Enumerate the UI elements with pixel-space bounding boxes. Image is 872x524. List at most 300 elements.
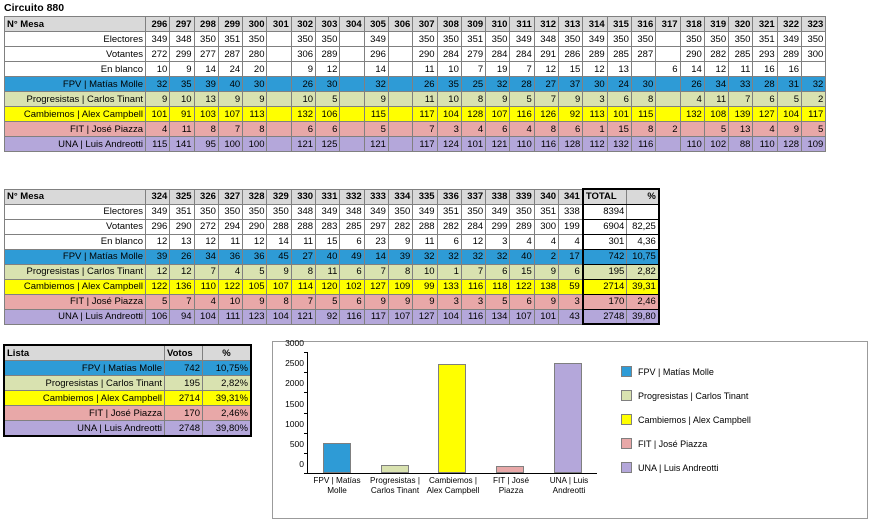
table-cell: 117 bbox=[413, 137, 437, 152]
table-cell: 107 bbox=[267, 279, 291, 294]
table-cell: 7 bbox=[461, 264, 485, 279]
table-cell: 6 bbox=[656, 62, 680, 77]
x-tick-labels bbox=[308, 476, 598, 496]
row-label: Progresistas | Carlos Tinant bbox=[5, 264, 146, 279]
column-header: 341 bbox=[559, 189, 583, 204]
table-cell: 104 bbox=[194, 309, 218, 324]
table-cell: 5 bbox=[146, 294, 170, 309]
table-cell: 14 bbox=[194, 62, 218, 77]
table-cell: 103 bbox=[194, 107, 218, 122]
table-cell: 33 bbox=[729, 77, 753, 92]
table-cell: 26 bbox=[291, 77, 315, 92]
table-cell: 12 bbox=[534, 62, 558, 77]
table-cell: 350 bbox=[510, 204, 534, 219]
table-cell: 6 bbox=[486, 122, 510, 137]
column-header: 307 bbox=[413, 17, 437, 32]
legend-swatch bbox=[621, 390, 632, 401]
table-cell: 6 bbox=[753, 92, 777, 107]
column-header: 297 bbox=[170, 17, 194, 32]
table-cell: 10 bbox=[291, 92, 315, 107]
table-cell bbox=[388, 122, 412, 137]
table-cell: 121 bbox=[291, 309, 315, 324]
table-cell: 9 bbox=[559, 92, 583, 107]
table-cell: 110 bbox=[194, 279, 218, 294]
table-cell bbox=[656, 92, 680, 107]
table-cell: 349 bbox=[146, 204, 170, 219]
table-cell bbox=[802, 62, 826, 77]
table-cell bbox=[267, 32, 291, 47]
table-cell bbox=[656, 107, 680, 122]
table-cell: 122 bbox=[510, 279, 534, 294]
table-cell: 349 bbox=[583, 32, 607, 47]
table-cell: 17 bbox=[559, 249, 583, 264]
table-cell: 288 bbox=[267, 219, 291, 234]
table-cell: 136 bbox=[170, 279, 194, 294]
table-cell: 296 bbox=[364, 47, 388, 62]
table-cell bbox=[388, 62, 412, 77]
x-tick-label: FPV | Matías Molle bbox=[313, 476, 361, 495]
table-cell: 293 bbox=[753, 47, 777, 62]
table-cell: 26 bbox=[170, 249, 194, 264]
column-header: 299 bbox=[218, 17, 242, 32]
column-header: 313 bbox=[559, 17, 583, 32]
column-header: 329 bbox=[267, 189, 291, 204]
legend-label: UNA | Luis Andreotti bbox=[638, 462, 719, 473]
table-cell bbox=[267, 92, 291, 107]
table-cell: 5 bbox=[243, 264, 267, 279]
table-cell: 5 bbox=[316, 294, 340, 309]
table-cell: 350 bbox=[559, 32, 583, 47]
table-cell: 289 bbox=[510, 219, 534, 234]
table-cell: 117 bbox=[802, 107, 826, 122]
table-cell: 301 bbox=[583, 234, 627, 249]
table-cell: 116 bbox=[340, 309, 364, 324]
table-cell bbox=[388, 107, 412, 122]
table-cell: 132 bbox=[607, 137, 631, 152]
percent-cell: 2,46% bbox=[203, 406, 251, 421]
table-cell: 350 bbox=[461, 204, 485, 219]
table-cell: 7 bbox=[291, 294, 315, 309]
table-cell: 139 bbox=[729, 107, 753, 122]
table-cell bbox=[388, 137, 412, 152]
table-cell: 348 bbox=[534, 32, 558, 47]
table-cell: 284 bbox=[437, 47, 461, 62]
table-cell: 12 bbox=[146, 264, 170, 279]
table-cell: 350 bbox=[218, 204, 242, 219]
chart-bar-cell bbox=[481, 352, 539, 473]
column-header: 317 bbox=[656, 17, 680, 32]
table-cell bbox=[267, 62, 291, 77]
table-cell: 34 bbox=[194, 249, 218, 264]
column-header-mesa: N° Mesa bbox=[5, 189, 146, 204]
table-cell: 117 bbox=[413, 107, 437, 122]
table-cell: 1 bbox=[437, 264, 461, 279]
table-cell: 121 bbox=[486, 137, 510, 152]
table-cell: 277 bbox=[194, 47, 218, 62]
column-header: 310 bbox=[486, 17, 510, 32]
table-cell: 7 bbox=[729, 92, 753, 107]
table-cell: 59 bbox=[559, 279, 583, 294]
y-tick-label: 1500 bbox=[285, 398, 304, 409]
table-cell: 5 bbox=[316, 92, 340, 107]
table-cell: 9 bbox=[777, 122, 801, 137]
legend-label: FPV | Matías Molle bbox=[638, 366, 714, 377]
table-cell: 4 bbox=[559, 234, 583, 249]
table-cell: 121 bbox=[291, 137, 315, 152]
table-cell: 110 bbox=[753, 137, 777, 152]
y-tick-label: 1000 bbox=[285, 418, 304, 429]
column-header: 306 bbox=[388, 17, 412, 32]
table-cell: 120 bbox=[316, 279, 340, 294]
table-cell bbox=[656, 137, 680, 152]
table-cell: 350 bbox=[291, 32, 315, 47]
table-cell bbox=[340, 92, 364, 107]
row-label: UNA | Luis Andreotti bbox=[5, 137, 146, 152]
table-cell: 20 bbox=[243, 62, 267, 77]
table-cell bbox=[656, 32, 680, 47]
table-cell: 11 bbox=[316, 264, 340, 279]
table-cell: 9 bbox=[291, 62, 315, 77]
column-header: 340 bbox=[534, 189, 558, 204]
table-cell: 8 bbox=[194, 122, 218, 137]
legend-label: Progresistas | Carlos Tinant bbox=[638, 390, 749, 401]
table-row bbox=[5, 77, 826, 92]
table-cell: 289 bbox=[777, 47, 801, 62]
table-cell: 6 bbox=[486, 264, 510, 279]
chart-bar-cell bbox=[366, 352, 424, 473]
table-cell: 101 bbox=[607, 107, 631, 122]
table-cell: 107 bbox=[388, 309, 412, 324]
column-header: 332 bbox=[340, 189, 364, 204]
row-label: Cambiemos | Alex Campbell bbox=[5, 391, 165, 406]
table-cell: 4 bbox=[753, 122, 777, 137]
table-cell: 118 bbox=[486, 279, 510, 294]
table-cell: 117 bbox=[364, 309, 388, 324]
row-label: UNA | Luis Andreotti bbox=[5, 421, 165, 436]
table-cell: 39,80 bbox=[627, 309, 659, 324]
table-cell: 100 bbox=[218, 137, 242, 152]
table-cell: 3 bbox=[437, 294, 461, 309]
mesas-table-2-container bbox=[4, 188, 660, 325]
table-cell: 114 bbox=[291, 279, 315, 294]
row-label: UNA | Luis Andreotti bbox=[5, 309, 146, 324]
table-row bbox=[5, 279, 659, 294]
table-cell: 31 bbox=[777, 77, 801, 92]
table-cell: 6 bbox=[316, 122, 340, 137]
table-cell bbox=[340, 47, 364, 62]
table-cell: 284 bbox=[510, 47, 534, 62]
legend-swatch bbox=[621, 414, 632, 425]
table-cell bbox=[388, 92, 412, 107]
table-cell: 284 bbox=[486, 47, 510, 62]
table-cell: 24 bbox=[607, 77, 631, 92]
table-cell: 11 bbox=[218, 234, 242, 249]
table-cell bbox=[627, 204, 659, 219]
legend-item bbox=[621, 438, 751, 449]
table-cell: 35 bbox=[170, 77, 194, 92]
table-cell: 95 bbox=[194, 137, 218, 152]
table-cell: 351 bbox=[461, 32, 485, 47]
table-cell: 349 bbox=[413, 204, 437, 219]
chart-bar bbox=[438, 364, 466, 473]
legend-item bbox=[621, 366, 751, 377]
mesas-table-1 bbox=[4, 16, 826, 152]
table-cell: 290 bbox=[170, 219, 194, 234]
table-cell: 26 bbox=[413, 77, 437, 92]
chart-legend bbox=[621, 366, 751, 486]
y-tick-mark bbox=[304, 433, 307, 434]
table-cell: 32 bbox=[802, 77, 826, 92]
table-cell: 14 bbox=[364, 249, 388, 264]
column-header: 323 bbox=[802, 17, 826, 32]
table-cell: 3 bbox=[437, 122, 461, 137]
table-cell: 12 bbox=[170, 264, 194, 279]
chart-bar bbox=[381, 465, 409, 473]
table-cell: 122 bbox=[146, 279, 170, 294]
table-row bbox=[5, 47, 826, 62]
table-cell: 113 bbox=[583, 107, 607, 122]
table-cell bbox=[267, 137, 291, 152]
table-cell: 742 bbox=[583, 249, 627, 264]
table-cell: 28 bbox=[510, 77, 534, 92]
table-cell: 8 bbox=[388, 264, 412, 279]
table-cell: 9 bbox=[243, 92, 267, 107]
table-row bbox=[5, 309, 659, 324]
table-cell: 94 bbox=[170, 309, 194, 324]
table-cell: 132 bbox=[291, 107, 315, 122]
table-cell: 91 bbox=[170, 107, 194, 122]
table-cell: 116 bbox=[534, 137, 558, 152]
x-axis bbox=[307, 473, 597, 474]
table-cell bbox=[631, 62, 655, 77]
table-cell: 127 bbox=[364, 279, 388, 294]
table-cell: 40 bbox=[510, 249, 534, 264]
table-cell: 92 bbox=[559, 107, 583, 122]
table-row bbox=[5, 234, 659, 249]
table-cell: 4 bbox=[146, 122, 170, 137]
table-cell: 11 bbox=[413, 234, 437, 249]
percent-cell: 10,75% bbox=[203, 361, 251, 376]
table-cell: 350 bbox=[631, 32, 655, 47]
table-cell: 351 bbox=[534, 204, 558, 219]
table-cell: 104 bbox=[437, 309, 461, 324]
table-cell: 12 bbox=[146, 234, 170, 249]
summary-table bbox=[4, 345, 251, 436]
table-cell bbox=[340, 77, 364, 92]
row-label: FPV | Matías Molle bbox=[5, 361, 165, 376]
table-cell: 2,46 bbox=[627, 294, 659, 309]
table-cell: 12 bbox=[194, 234, 218, 249]
column-header: 322 bbox=[777, 17, 801, 32]
table-cell: 2,82 bbox=[627, 264, 659, 279]
table-cell: 102 bbox=[340, 279, 364, 294]
column-header: 337 bbox=[461, 189, 485, 204]
column-header: % bbox=[627, 189, 659, 204]
table-cell: 124 bbox=[437, 137, 461, 152]
table-cell: 36 bbox=[243, 249, 267, 264]
table-cell: 122 bbox=[218, 279, 242, 294]
table-cell: 12 bbox=[583, 62, 607, 77]
table-cell: 110 bbox=[680, 137, 704, 152]
table-cell: 105 bbox=[243, 279, 267, 294]
x-tick-label: FIT | José Piazza bbox=[492, 476, 530, 495]
table-cell: 132 bbox=[680, 107, 704, 122]
table-cell: 30 bbox=[583, 77, 607, 92]
table-cell: 7 bbox=[413, 122, 437, 137]
table-cell: 4,36 bbox=[627, 234, 659, 249]
table-cell: 32 bbox=[486, 249, 510, 264]
table-cell: 5 bbox=[510, 92, 534, 107]
table-cell: 2748 bbox=[583, 309, 627, 324]
column-header: 331 bbox=[316, 189, 340, 204]
column-header: 319 bbox=[704, 17, 728, 32]
table-cell: 170 bbox=[583, 294, 627, 309]
table-cell: 291 bbox=[534, 47, 558, 62]
table-cell: 39 bbox=[194, 77, 218, 92]
legend-item bbox=[621, 390, 751, 401]
table-cell bbox=[267, 122, 291, 137]
column-header: 315 bbox=[607, 17, 631, 32]
table-cell: 14 bbox=[364, 62, 388, 77]
column-header: 304 bbox=[340, 17, 364, 32]
table-cell: 272 bbox=[194, 219, 218, 234]
table-cell: 349 bbox=[364, 204, 388, 219]
table-row bbox=[5, 137, 826, 152]
table-cell: 104 bbox=[777, 107, 801, 122]
column-header: 316 bbox=[631, 17, 655, 32]
table-cell: 287 bbox=[631, 47, 655, 62]
table-row bbox=[5, 122, 826, 137]
table-cell: 288 bbox=[291, 219, 315, 234]
table-cell: 195 bbox=[583, 264, 627, 279]
table-cell: 106 bbox=[316, 107, 340, 122]
y-tick-label: 2000 bbox=[285, 378, 304, 389]
table-cell bbox=[388, 47, 412, 62]
table-cell: 32 bbox=[461, 249, 485, 264]
table-row bbox=[5, 204, 659, 219]
chart-bar bbox=[554, 363, 582, 473]
column-header: 335 bbox=[413, 189, 437, 204]
table-cell: 8 bbox=[461, 92, 485, 107]
table-cell: 351 bbox=[218, 32, 242, 47]
votes-bar-chart bbox=[272, 338, 868, 519]
table-cell: 116 bbox=[461, 279, 485, 294]
row-label: FIT | José Piazza bbox=[5, 122, 146, 137]
table-cell: 106 bbox=[146, 309, 170, 324]
table-cell: 6 bbox=[291, 122, 315, 137]
table-row bbox=[5, 406, 251, 421]
table-cell: 125 bbox=[316, 137, 340, 152]
table-cell: 19 bbox=[486, 62, 510, 77]
table-cell: 6 bbox=[559, 264, 583, 279]
table-cell: 299 bbox=[486, 219, 510, 234]
table-cell: 101 bbox=[461, 137, 485, 152]
column-header: 314 bbox=[583, 17, 607, 32]
row-label: Cambiemos | Alex Campbell bbox=[5, 107, 146, 122]
table-cell: 4 bbox=[461, 122, 485, 137]
table-cell: 128 bbox=[559, 137, 583, 152]
y-tick-label: 2500 bbox=[285, 358, 304, 369]
table-row bbox=[5, 107, 826, 122]
table-cell bbox=[656, 47, 680, 62]
table-cell: 113 bbox=[243, 107, 267, 122]
table-cell: 28 bbox=[753, 77, 777, 92]
table-cell: 127 bbox=[753, 107, 777, 122]
table-cell: 107 bbox=[218, 107, 242, 122]
table-cell: 108 bbox=[704, 107, 728, 122]
column-header: 303 bbox=[316, 17, 340, 32]
column-header: Lista bbox=[5, 346, 165, 361]
column-header: 327 bbox=[218, 189, 242, 204]
table-row bbox=[5, 294, 659, 309]
table-cell bbox=[340, 62, 364, 77]
column-header: 298 bbox=[194, 17, 218, 32]
table-cell: 32 bbox=[413, 249, 437, 264]
legend-swatch bbox=[621, 366, 632, 377]
table-cell: 10 bbox=[437, 62, 461, 77]
table-cell: 7 bbox=[218, 122, 242, 137]
table-cell: 6 bbox=[340, 264, 364, 279]
table-cell: 45 bbox=[267, 249, 291, 264]
table-cell: 199 bbox=[559, 219, 583, 234]
table-cell: 350 bbox=[704, 32, 728, 47]
table-row bbox=[5, 264, 659, 279]
table-cell: 4 bbox=[534, 234, 558, 249]
table-cell: 128 bbox=[777, 137, 801, 152]
table-cell: 286 bbox=[559, 47, 583, 62]
table-cell: 288 bbox=[413, 219, 437, 234]
table-cell: 8 bbox=[631, 122, 655, 137]
column-header: 320 bbox=[729, 17, 753, 32]
table-cell: 138 bbox=[534, 279, 558, 294]
table-cell: 110 bbox=[510, 137, 534, 152]
percent-cell: 39,80% bbox=[203, 421, 251, 436]
y-tick-label: 0 bbox=[299, 459, 304, 469]
table-cell: 9 bbox=[267, 264, 291, 279]
table-cell: 4 bbox=[680, 92, 704, 107]
column-header: 324 bbox=[146, 189, 170, 204]
chart-bar bbox=[323, 443, 351, 473]
row-label: Votantes bbox=[5, 219, 146, 234]
row-label: En blanco bbox=[5, 62, 146, 77]
table-cell: 101 bbox=[146, 107, 170, 122]
x-tick-label: Progresistas | Carlos Tinant bbox=[370, 476, 420, 495]
table-cell: 104 bbox=[267, 309, 291, 324]
table-cell: 349 bbox=[510, 32, 534, 47]
table-cell: 92 bbox=[316, 309, 340, 324]
percent-cell: 39,31% bbox=[203, 391, 251, 406]
table-cell: 26 bbox=[680, 77, 704, 92]
table-cell: 290 bbox=[680, 47, 704, 62]
table-cell: 6 bbox=[340, 294, 364, 309]
table-cell: 10 bbox=[146, 62, 170, 77]
x-tick-label: UNA | Luis Andreotti bbox=[549, 476, 589, 495]
table-cell: 30 bbox=[243, 77, 267, 92]
table-cell: 282 bbox=[437, 219, 461, 234]
table-cell: 3 bbox=[486, 234, 510, 249]
table-cell: 121 bbox=[364, 137, 388, 152]
table-cell: 3 bbox=[583, 92, 607, 107]
table-cell bbox=[680, 122, 704, 137]
table-cell: 289 bbox=[316, 47, 340, 62]
table-cell bbox=[340, 137, 364, 152]
column-header: 336 bbox=[437, 189, 461, 204]
table-cell: 349 bbox=[146, 32, 170, 47]
votes-cell: 170 bbox=[165, 406, 203, 421]
table-cell: 350 bbox=[486, 32, 510, 47]
table-cell: 4 bbox=[218, 264, 242, 279]
column-header: 309 bbox=[461, 17, 485, 32]
